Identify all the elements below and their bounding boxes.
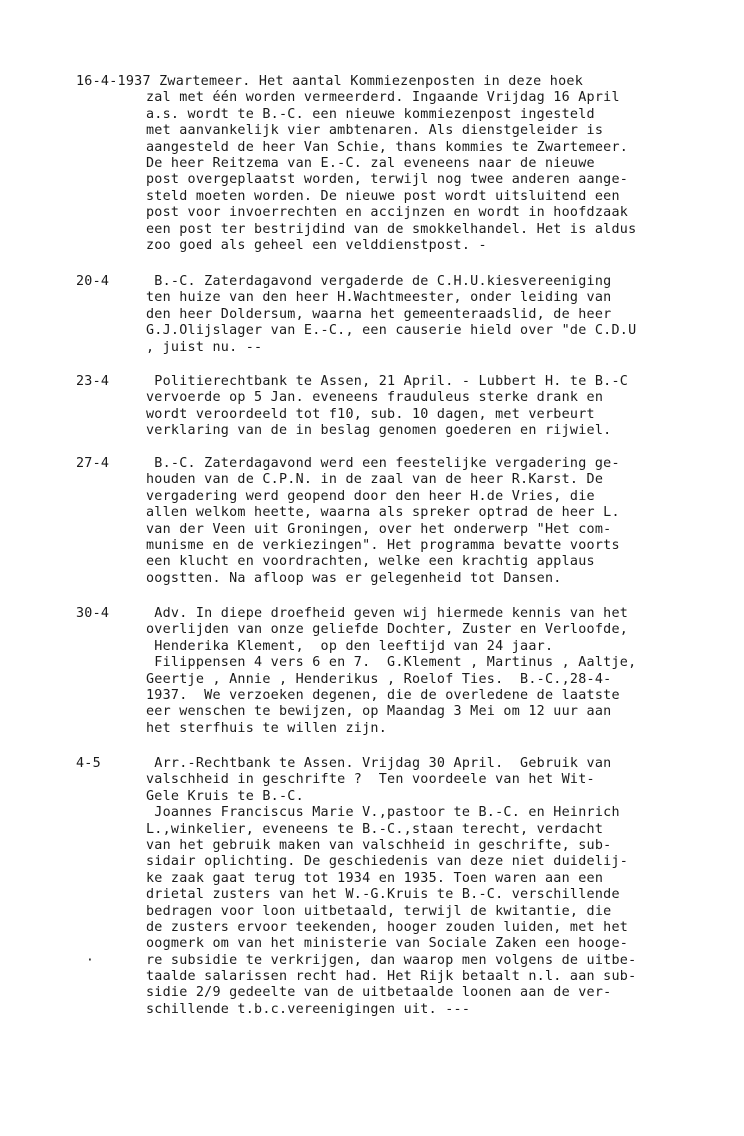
text-line: allen welkom heette, waarna als spreker optrad de heer L. [146, 505, 620, 521]
entry-date: 30-4 [76, 606, 110, 621]
text-line: schillende t.b.c.vereenigingen uit. --- [146, 1001, 471, 1017]
text-line: eer wenschen te bewijzen, op Maandag 3 Mei om 12 uur aan [146, 704, 612, 720]
entry-3-body [146, 374, 736, 440]
text-line: drietal zusters van het W.-G.Kruis te B.-C. verschillende [146, 887, 620, 903]
text-line: oogmerk om van het ministerie van Sociale Zaken een hooge- [146, 936, 629, 952]
entry-1-first-line: 16-4-1937 Zwartemeer. Het aantal Kommiezenposten in deze hoek [76, 74, 584, 89]
text-line: Filippensen 4 vers 6 en 7. G.Klement , Martinus , Aaltje, [146, 655, 637, 671]
text-line: Politierechtbank te Assen, 21 April. - Lubbert H. te B.-C [146, 374, 629, 389]
text-line: met aanvankelijk vier ambtenaren. Als dienstgeleider is [146, 123, 604, 139]
text-line: munisme en de verkiezingen". Het programma bevatte voorts [146, 537, 620, 553]
entry-5-body [146, 606, 736, 737]
text-line: G.J.Olijslager van E.-C., een causerie hield over "de C.D.U [146, 323, 637, 339]
text-line: bedragen voor loon uitbetaald, terwijl de kwitantie, die [146, 903, 612, 919]
text-line: wordt veroordeeld tot f10, sub. 10 dagen, met verbeurt [146, 406, 595, 422]
text-line: Henderika Klement, op den leeftijd van 24 jaar. [146, 638, 554, 654]
text-line: vergadering werd geopend door den heer H.de Vries, die [146, 488, 595, 504]
text-line: ten huize van den heer H.Wachtmeester, onder leiding van [146, 290, 612, 306]
entry-date: 20-4 [76, 274, 110, 289]
text-line: het sterfhuis te willen zijn. [146, 720, 388, 736]
text-line: taalde salarissen recht had. Het Rijk betaalt n.l. aan sub- [146, 969, 637, 985]
text-line: steld moeten worden. De nieuwe post wordt uitsluitend een [146, 188, 620, 204]
text-line: sidie 2/9 gedeelte van de uitbetaalde loonen aan de ver- [146, 985, 612, 1001]
entry-date: 4-5 [76, 756, 101, 771]
entry-date: 23-4 [76, 374, 110, 389]
text-line: De heer Reitzema van E.-C. zal eveneens naar de nieuwe [146, 155, 595, 171]
text-line: Adv. In diepe droefheid geven wij hiermede kennis van het [146, 606, 629, 621]
text-line: een klucht en voordrachten, welke een krachtig applaus [146, 554, 595, 570]
text-line: zal met één worden vermeerderd. Ingaande Vrijdag 16 April [146, 90, 620, 106]
entry-1-body [146, 90, 736, 254]
entry-date: 27-4 [76, 456, 110, 471]
text-line: een post ter bestrijdind van de smokkelhandel. Het is aldus [146, 221, 637, 237]
text-line: post overgeplaatst worden, terwijl nog twee anderen aange- [146, 172, 629, 188]
text-line: Gele Kruis te B.-C. [146, 788, 304, 804]
text-line: L.,winkelier, eveneens te B.-C.,staan terecht, verdacht [146, 821, 604, 837]
text-line: aangesteld de heer Van Schie, thans kommies te Zwartemeer. [146, 139, 629, 155]
entry-2-body [146, 274, 736, 356]
text-line: van het gebruik maken van valschheid in geschrifte, sub- [146, 837, 612, 853]
text-line: re subsidie te verkrijgen, dan waarop men volgens de uitbe- [146, 952, 637, 968]
text-line: B.-C. Zaterdagavond werd een feestelijke vergadering ge- [146, 456, 620, 471]
text-line: van der Veen uit Groningen, over het onderwerp "Het com- [146, 521, 612, 537]
text-line: de zusters ervoor teekenden, hooger zouden luiden, met het [146, 919, 629, 935]
text-line: sidair oplichting. De geschiedenis van deze niet duidelij- [146, 854, 629, 870]
text-line: 1937. We verzoeken degenen, die de overledene de laatste [146, 687, 620, 703]
text-line: houden van de C.P.N. in de zaal van de heer R.Karst. De [146, 472, 604, 488]
text-line: Geertje , Annie , Henderikus , Roelof Ties. B.-C.,28-4- [146, 671, 612, 687]
entry-4-body [146, 456, 736, 587]
text-line: Joannes Franciscus Marie V.,pastoor te B.-C. en Heinrich [146, 805, 620, 821]
text-line: , juist nu. -- [146, 339, 263, 355]
text-line: ke zaak gaat terug tot 1934 en 1935. Toen waren aan een [146, 870, 604, 886]
entry-6-body [146, 756, 736, 1018]
text-line: overlijden van onze geliefde Dochter, Zuster en Verloofde, [146, 622, 629, 638]
text-line: post voor invoerrechten en accijnzen en wordt in hoofdzaak [146, 205, 629, 221]
text-line: vervoerde op 5 Jan. eveneens frauduleus sterke drank en [146, 390, 604, 406]
text-line: zoo goed als geheel een velddienstpost. - [146, 237, 487, 253]
text-line: a.s. wordt te B.-C. een nieuwe kommiezenpost ingesteld [146, 106, 595, 122]
text-line: valschheid in geschrifte ? Ten voordeele van het Wit- [146, 772, 595, 788]
text-line: oogstten. Na afloop was er gelegenheid tot Dansen. [146, 570, 562, 586]
stray-dot-mark: · [86, 953, 95, 968]
text-line: verklaring van de in beslag genomen goederen en rijwiel. [146, 423, 612, 439]
text-line: Arr.-Rechtbank te Assen. Vrijdag 30 April. Gebruik van [146, 756, 612, 771]
text-line: B.-C. Zaterdagavond vergaderde de C.H.U.kiesvereeniging [146, 274, 612, 289]
text-line: den heer Doldersum, waarna het gemeenteraadslid, de heer [146, 306, 612, 322]
